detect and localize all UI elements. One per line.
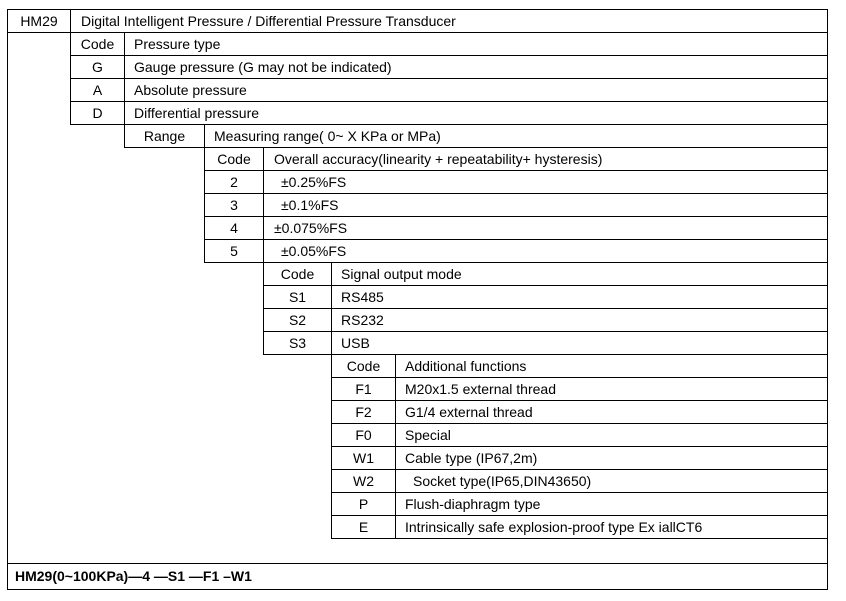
accuracy-header: Overall accuracy(linearity + repeatability+ hysteresis) — [263, 147, 828, 171]
function-code: W2 — [331, 469, 396, 493]
function-text: Special — [395, 423, 828, 447]
accuracy-value: ±0.075%FS — [263, 216, 828, 240]
pressure-type-text: Gauge pressure (G may not be indicated) — [124, 55, 828, 79]
function-text: Flush-diaphragm type — [395, 492, 828, 516]
order-example: HM29(0~100KPa)—4 —S1 —F1 –W1 — [7, 563, 828, 590]
signal-mode: USB — [331, 331, 828, 355]
signal-code: S1 — [263, 285, 332, 309]
function-code: F2 — [331, 400, 396, 424]
model-code: HM29 — [7, 9, 71, 33]
accuracy-code: 3 — [204, 193, 264, 217]
function-code: F1 — [331, 377, 396, 401]
pressure-type-text: Absolute pressure — [124, 78, 828, 102]
accuracy-code-header: Code — [204, 147, 264, 171]
pressure-type-code: A — [70, 78, 125, 102]
function-code: F0 — [331, 423, 396, 447]
frame-left-edge — [7, 32, 8, 564]
frame-right-edge — [827, 538, 828, 564]
accuracy-value: ±0.25%FS — [263, 170, 828, 194]
functions-code-header: Code — [331, 354, 396, 378]
pressure-type-header: Pressure type — [124, 32, 828, 56]
pressure-type-text: Differential pressure — [124, 101, 828, 125]
pressure-type-code: G — [70, 55, 125, 79]
accuracy-code: 5 — [204, 239, 264, 263]
accuracy-code: 4 — [204, 216, 264, 240]
function-text: Intrinsically safe explosion-proof type Ex iallCT6 — [395, 515, 828, 539]
spec-table — [7, 9, 828, 590]
signal-mode: RS485 — [331, 285, 828, 309]
signal-code-header: Code — [263, 262, 332, 286]
function-code: E — [331, 515, 396, 539]
function-code: P — [331, 492, 396, 516]
functions-header: Additional functions — [395, 354, 828, 378]
table-title: Digital Intelligent Pressure / Differential Pressure Transducer — [70, 9, 828, 33]
accuracy-value: ±0.05%FS — [263, 239, 828, 263]
signal-mode: RS232 — [331, 308, 828, 332]
pressure-type-code-header: Code — [70, 32, 125, 56]
measuring-range-header: Measuring range( 0~ X KPa or MPa) — [204, 124, 828, 148]
function-text: Socket type(IP65,DIN43650) — [395, 469, 828, 493]
function-code: W1 — [331, 446, 396, 470]
signal-header: Signal output mode — [331, 262, 828, 286]
signal-code: S2 — [263, 308, 332, 332]
function-text: G1/4 external thread — [395, 400, 828, 424]
accuracy-value: ±0.1%FS — [263, 193, 828, 217]
range-header: Range — [124, 124, 205, 148]
signal-code: S3 — [263, 331, 332, 355]
pressure-type-code: D — [70, 101, 125, 125]
accuracy-code: 2 — [204, 170, 264, 194]
function-text: M20x1.5 external thread — [395, 377, 828, 401]
function-text: Cable type (IP67,2m) — [395, 446, 828, 470]
